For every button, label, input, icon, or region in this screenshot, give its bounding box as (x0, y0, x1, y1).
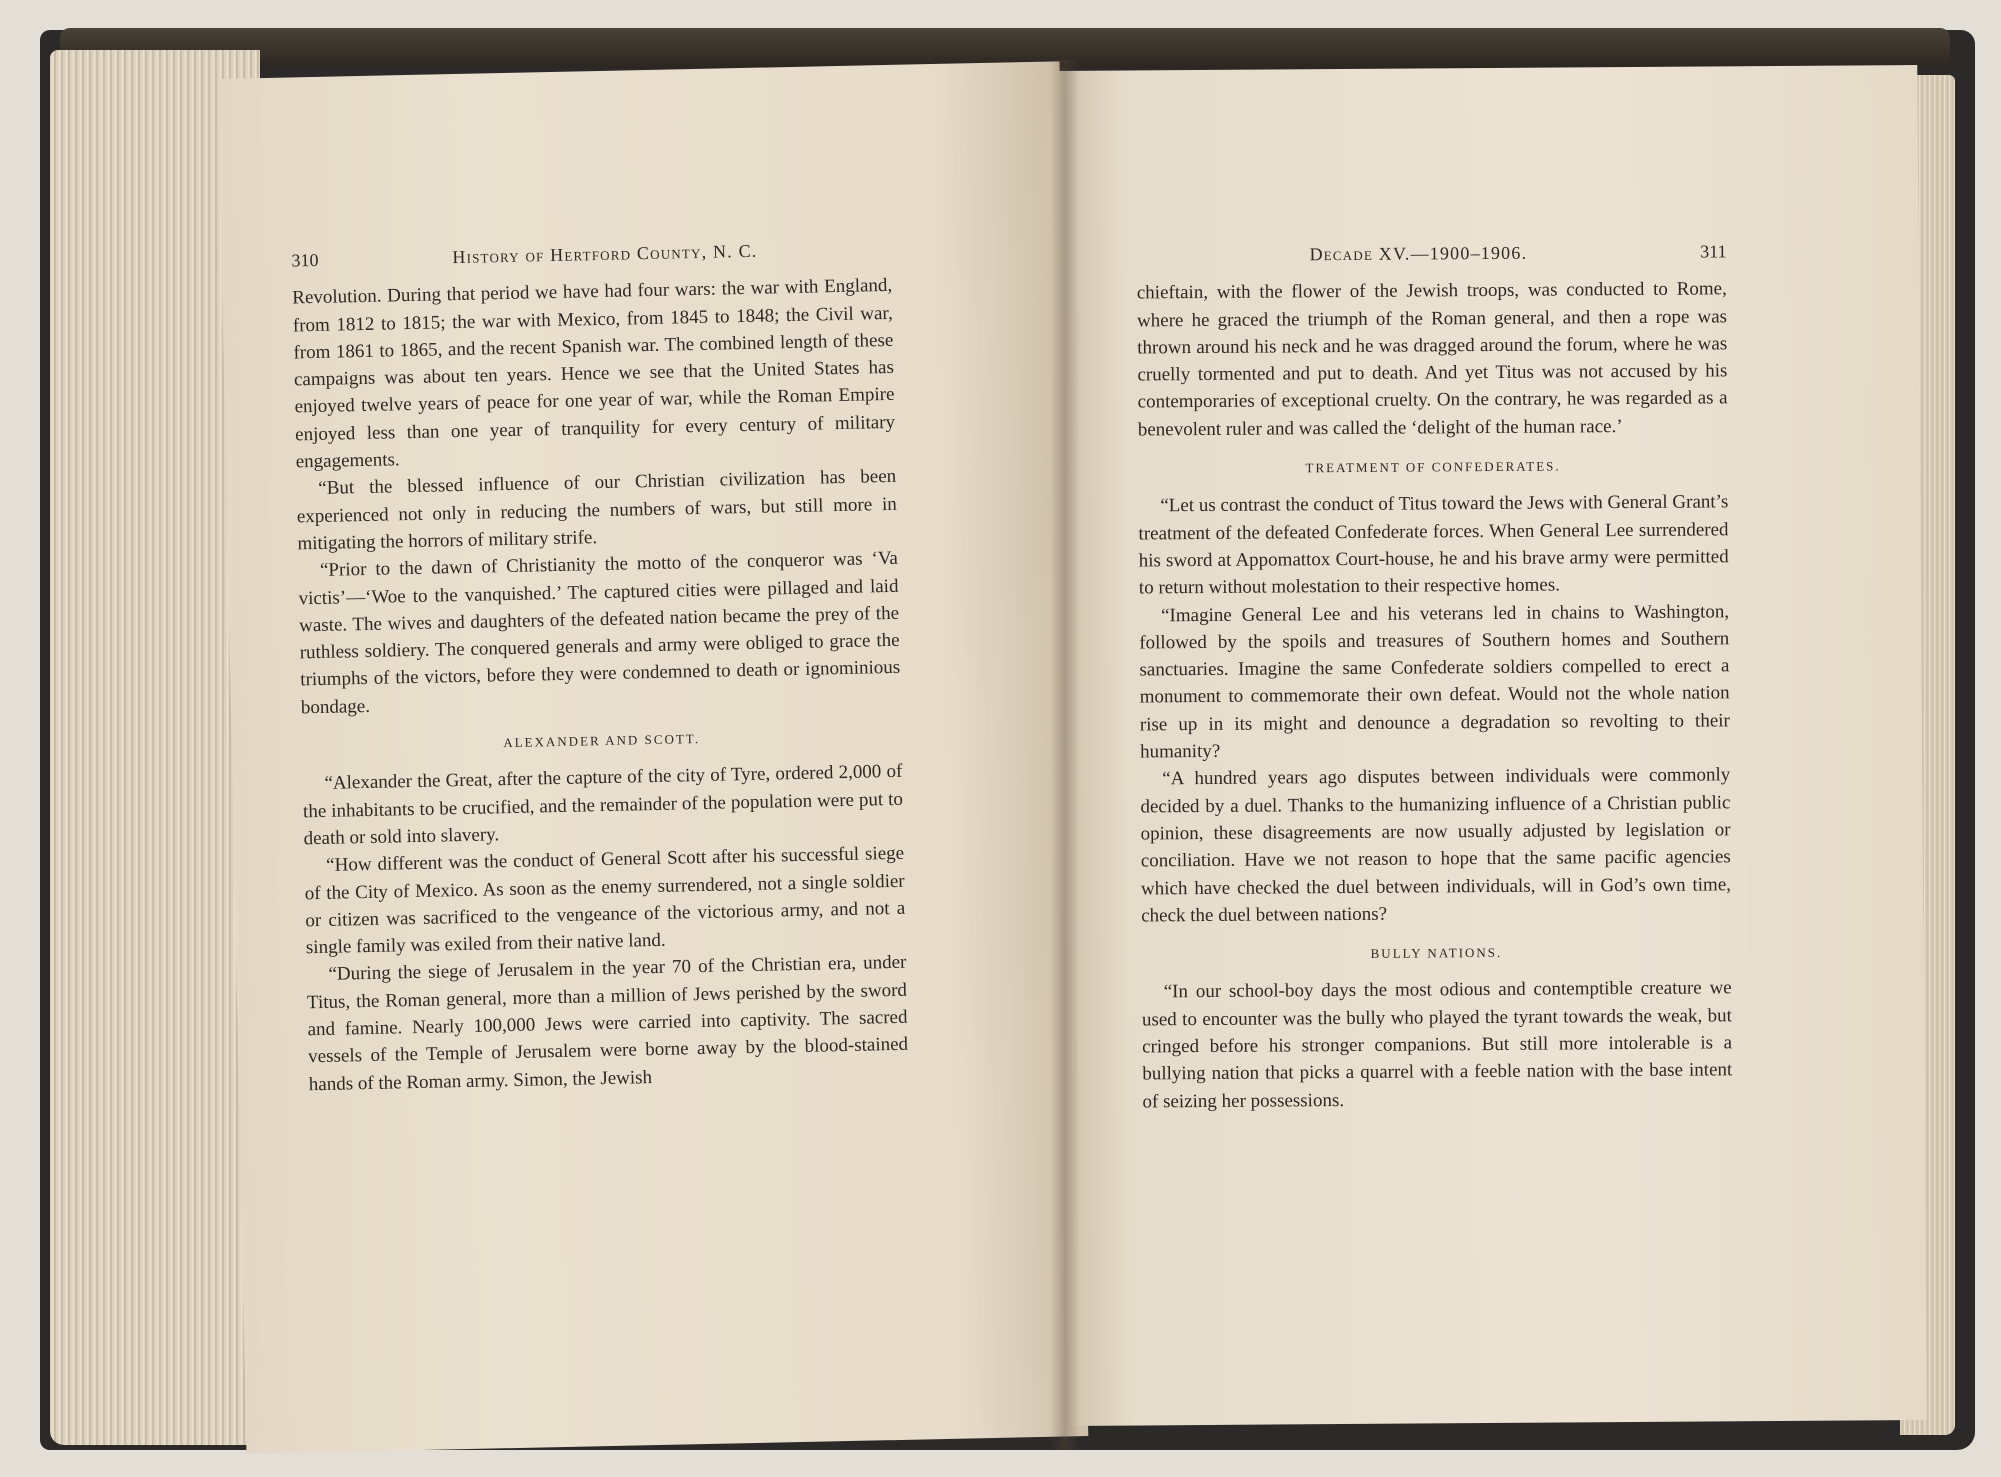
left-page-number: 310 (291, 249, 319, 271)
section-heading-bully-nations: BULLY NATIONS. (1370, 945, 1503, 961)
right-page (1055, 65, 1926, 1426)
right-running-head (1136, 238, 1726, 269)
paragraph: “In our school-boy days the most odious and contemptible creature we used to encounter was the bully who played the tyrant towards the weak, but cringed before his stronger companions. But still more intolerable is a bullying nation that picks a quarrel with a feeble nation with the base intent of seizing her possessions. (1141, 977, 1733, 1113)
paragraph: “Imagine General Lee and his veterans led in chains to Washington, followed by the spoils and treasures of Southern homes and Southern sanctuaries. Imagine the same Confederate soldiers compelled to erect a monument to commemorate their own defeat. Would not the whole nation rise up in its might and denounce a degradation so revolting to their humanity? (1139, 600, 1730, 763)
left-running-head (291, 235, 891, 275)
left-running-title: History of Hertford County, N. C. (452, 240, 758, 268)
left-page-text (291, 235, 909, 1098)
right-page-number: 311 (1700, 241, 1727, 262)
paragraph: “How different was the conduct of General Scott after his successful siege of the City of Mexico. As soon as the enemy surrendered, not a single soldier or citizen was sacrificed to the vengeance of the victorious army, and not a single family was exiled from their native land. (304, 842, 906, 959)
book-gutter (1050, 60, 1080, 1450)
paragraph: “Let us contrast the conduct of Titus toward the Jews with General Grant’s treatment of the defeated Confederate forces. When General Lee surrendered his sword at Appomattox Court-house, he and his brave army were permitted to return without molestation to their respective homes. (1138, 491, 1729, 599)
right-running-title: Decade XV.—1900–1906. (1309, 242, 1528, 265)
paragraph: “But the blessed influence of our Christian civilization has been experienced not only in reducing the numbers of wars, but still more in mitigating the horrors of military strife. (296, 466, 897, 555)
section-heading-alexander-and-scott: ALEXANDER AND SCOTT. (503, 731, 701, 751)
paragraph: chieftain, with the flower of the Jewish troops, was conducted to Rome, where he graced the triumph of the Roman general, and then a rope was thrown around his neck and he was dragged around the forum, where he was cruelly tormented and put to death. And yet Titus was not accused by his contemporaries of exceptional cruelty. On the contrary, he was regarded as a benevolent ruler and was called the ‘delight of the human race.’ (1136, 278, 1728, 441)
paragraph: Revolution. During that period we have had four wars: the war with England, from 1812 to 1815; the war with Mexico, from 1845 to 1848; the Civil war, from 1861 to 1865, and the recent Spanish war. The combined length of these campaigns was about ten years. Hence we see that the United States has enjoyed twelve years of peace for one year of war, while the Roman Empire enjoyed less than one year of tranquility for every century of military engagements. (292, 275, 896, 473)
paragraph: “Alexander the Great, after the capture of the city of Tyre, ordered 2,000 of the inhabitants to be crucified, and the remainder of the population were put to death or sold into slavery. (302, 761, 904, 850)
left-page (218, 61, 1089, 1453)
section-heading-treatment-of-confederates: TREATMENT OF CONFEDERATES. (1305, 458, 1561, 476)
paragraph: “Prior to the dawn of Christianity the motto of the conqueror was ‘Va victis’—‘Woe to the vanquished.’ The captured cities were pillaged and laid waste. The wives and daughters of the defeated nation became the prey of the ruthless soldiery. The conquered generals and army were obliged to grace the triumphs of the victors, before they were condemned to death or ignominious bondage. (298, 548, 901, 719)
paragraph: “A hundred years ago disputes between individuals were commonly decided by a duel. Thanks to the humanizing influence of a Christian public opinion, these disagreements are now usually adjusted by legislation or conciliation. Have we not reason to hope that the same pacific agencies which have checked the duel between individuals, will in God’s own time, check the duel between nations? (1140, 764, 1732, 927)
right-page-text (1136, 238, 1732, 1115)
paragraph: “During the siege of Jerusalem in the year 70 of the Christian era, under Titus, the Roman general, more than a million of Jews perished by the sword and famine. Nearly 100,000 Jews were carried into captivity. The sacred vessels of the Temple of Jerusalem were borne away by the blood-stained hands of the Roman army. Simon, the Jewish (306, 952, 909, 1095)
